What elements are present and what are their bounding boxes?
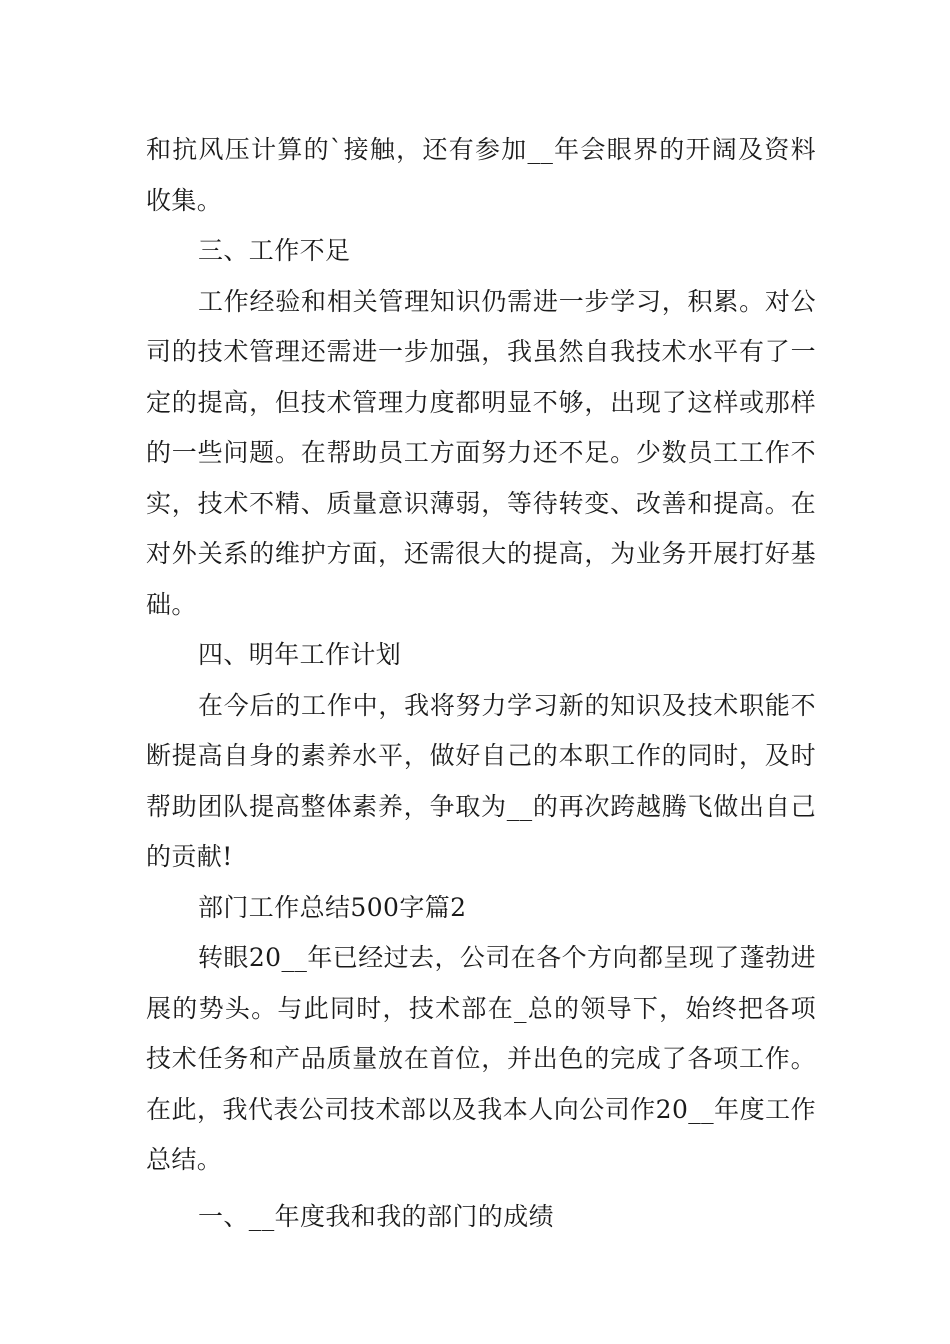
paragraph-continuation: 和抗风压计算的`接触，还有参加__年会眼界的开阔及资料收集。: [146, 135, 816, 215]
paragraph-intro: 转眼20__年已经过去，公司在各个方向都呈现了蓬勃进展的势头。与此同时，技术部在_总的领导下，始终把各项技术任务和产品质量放在首位，并出色的完成了各项工作。在此，我代表公司技术部以及我本人向公司作20__年度工作总结。: [146, 943, 816, 1174]
section-heading-next-year-plan: 四、明年工作计划: [198, 640, 402, 669]
document-body: [146, 125, 816, 1242]
paragraph-next-year-plan: 在今后的工作中，我将努力学习新的知识及技术职能不断提高自身的素养水平，做好自己的本职工作的同时，及时帮助团队提高整体素养，争取为__的再次跨越腾飞做出自己的贡献!: [146, 690, 816, 871]
section-heading-achievements: 一、__年度我和我的部门的成绩: [198, 1201, 555, 1231]
paragraph-work-shortcomings: 工作经验和相关管理知识仍需进一步学习，积累。对公司的技术管理还需进一步加强，我虽然自我技术水平有了一定的提高，但技术管理力度都明显不够，出现了这样或那样的一些问题。在帮助员工方面努力还不足。少数员工工作不实，技术不精、质量意识薄弱，等待转变、改善和提高。在对外关系的维护方面，还需很大的提高，为业务开展打好基础。: [146, 286, 816, 619]
article-heading: 部门工作总结500字篇2: [198, 892, 467, 922]
section-heading-work-shortcomings: 三、工作不足: [198, 236, 351, 265]
